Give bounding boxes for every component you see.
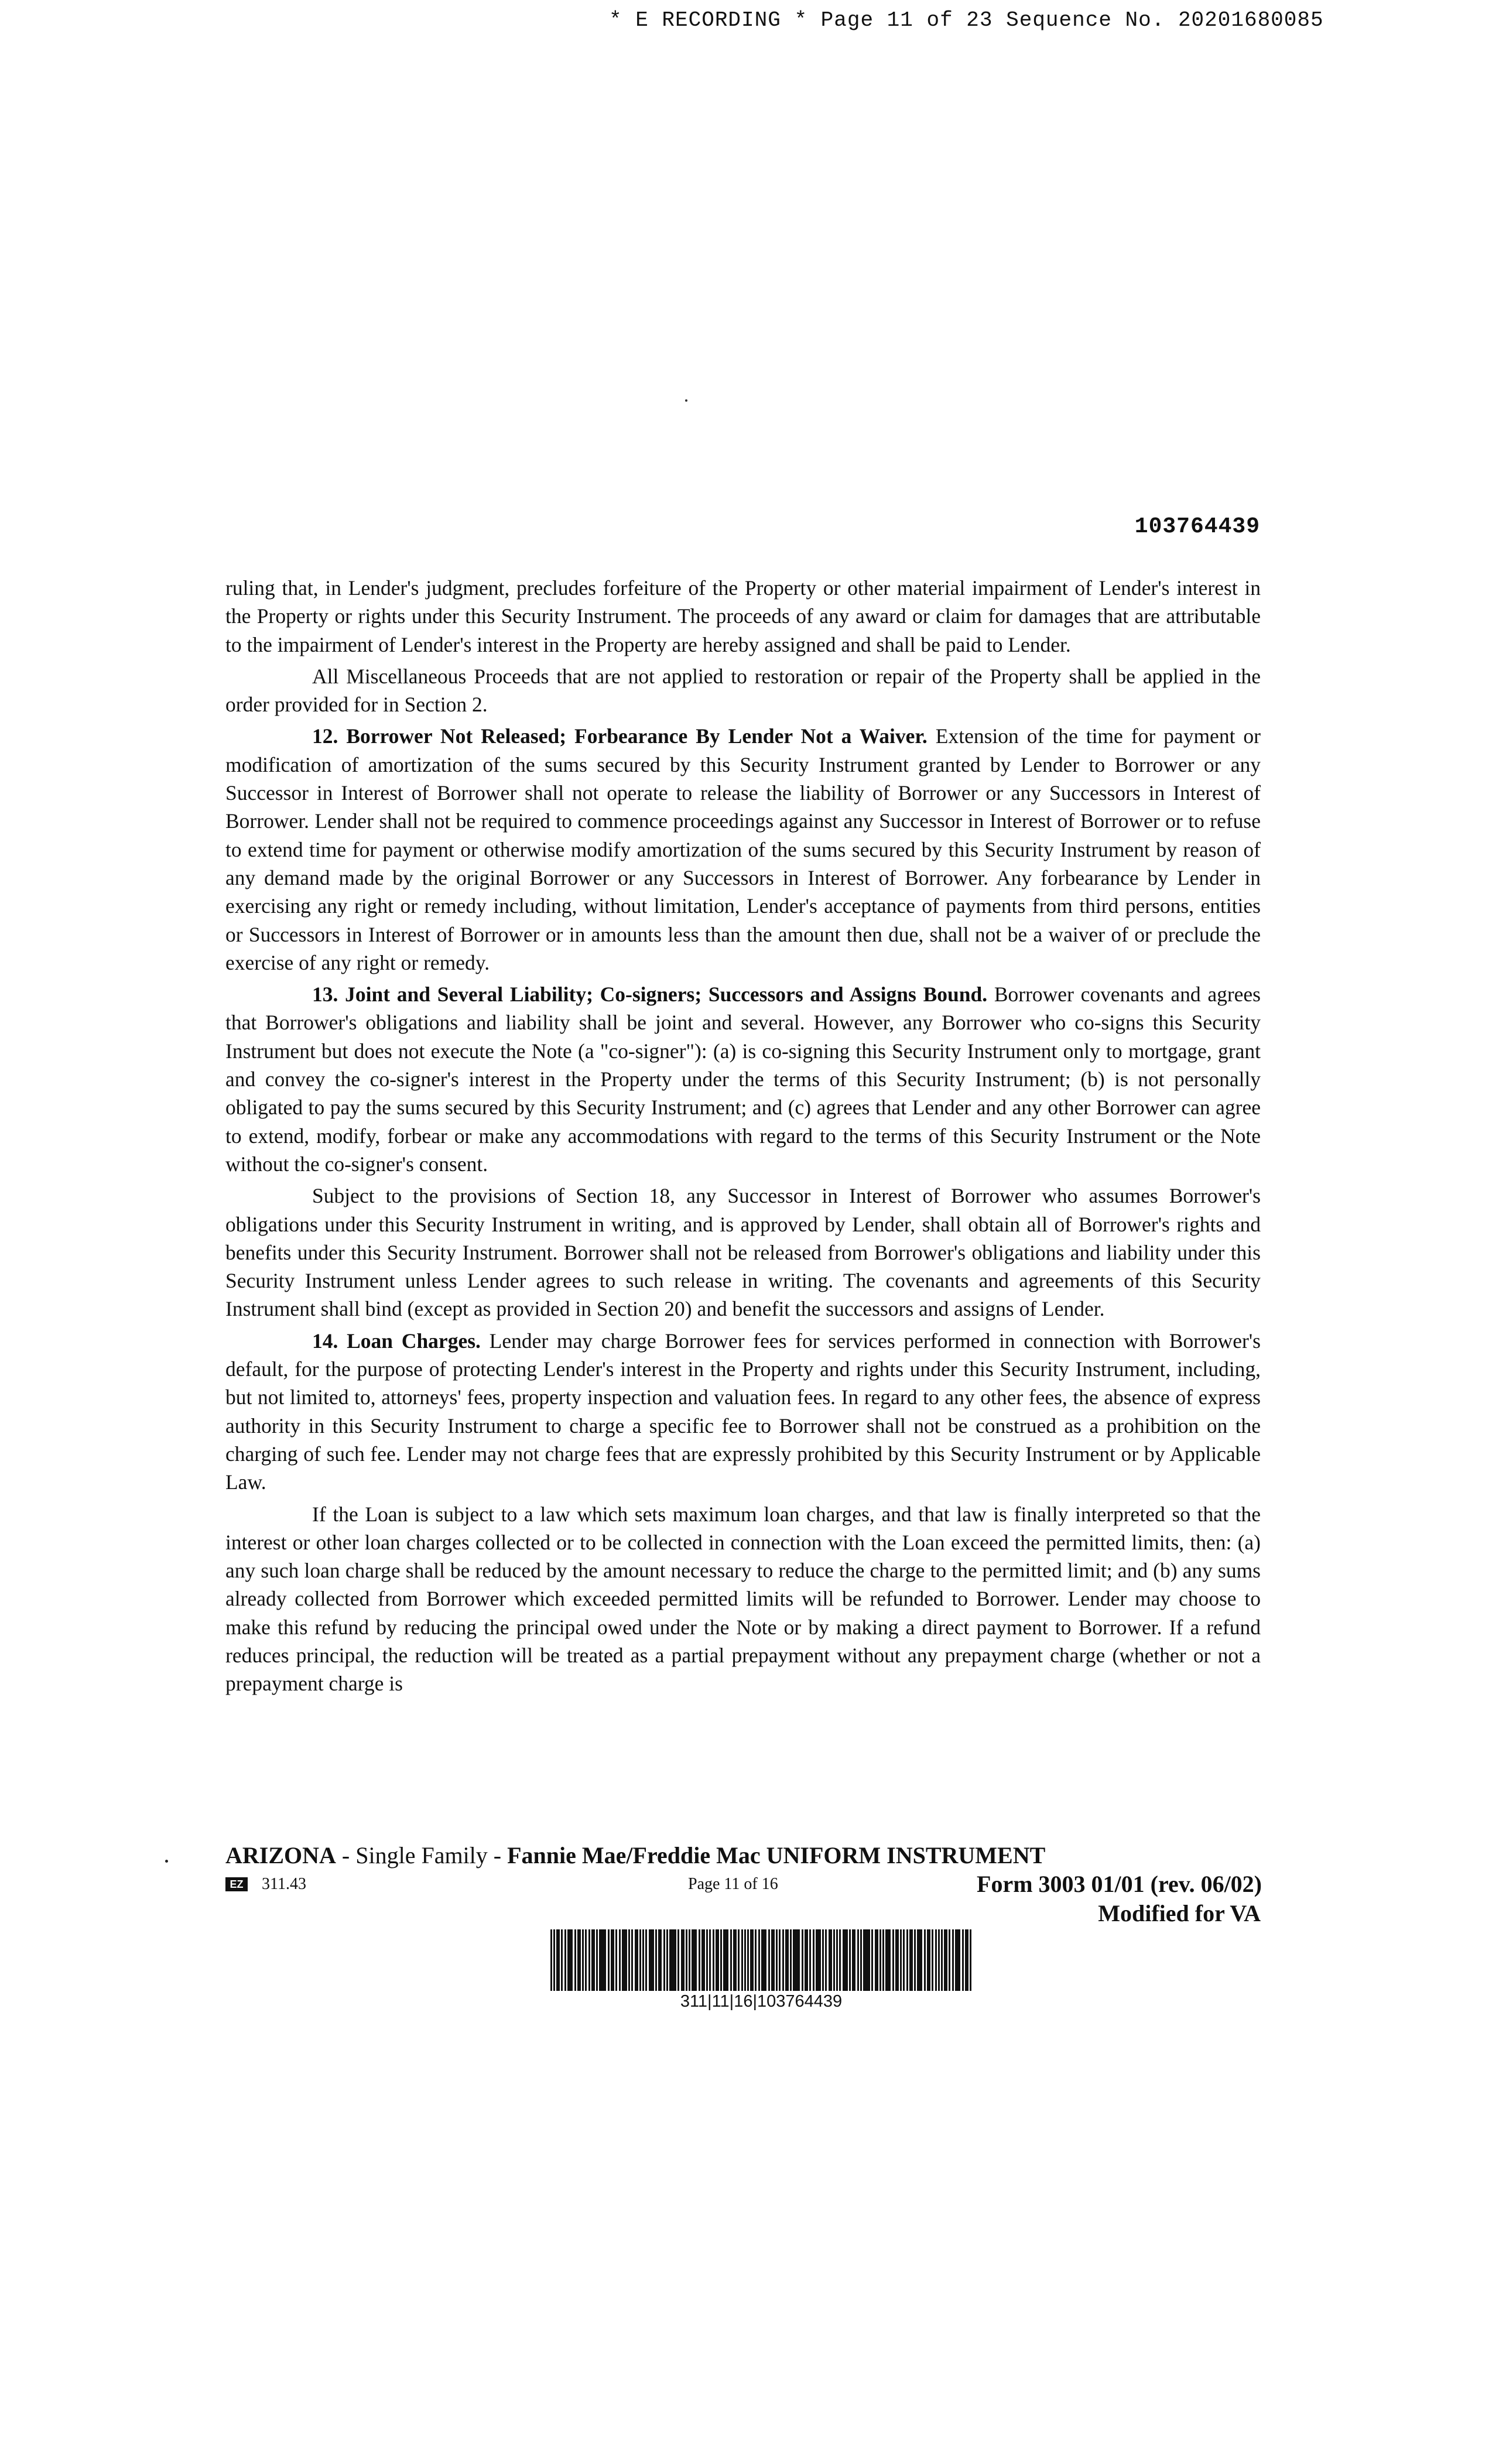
document-body <box>225 574 1261 1702</box>
paragraph-misc-proceeds: All Miscellaneous Proceeds that are not applied to restoration or repair of the Property shall be applied in the order provided for in Section 2. <box>225 664 1261 717</box>
form-title <box>225 1842 1045 1869</box>
ez-logo-icon: EZ <box>225 1877 248 1891</box>
barcode-number: 311|11|16|103764439 <box>680 1992 843 2011</box>
section-14-text: Lender may charge Borrower fees for services performed in connection with Borrower's default, for the purpose of protecting Lender's interest in the Property and rights under this Security Instrument, including, but not limited to, attorneys' fees, property inspection and valuation fees. In regard to any other fees, the absence of express authority in this Security Instrument to charge a specific fee to Borrower shall not be construed as a prohibition on the charging of such fee. Lender may not charge fees that are expressly prohibited by this Security Instrument or by Applicable Law. <box>225 1329 1261 1494</box>
section-13 <box>225 980 1261 1178</box>
loan-number: 103764439 <box>1134 514 1260 539</box>
section-13-text: Borrower covenants and agrees that Borrower's obligations and liability shall be joint and several. However, any Borrower who co-signs this Security Instrument but does not execute the Note (a "co-signer"): (a) is co-signing this Security Instrument only to mortgage, grant and convey the co-signer's interest in the Property under the terms of this Security Instrument; (b) is not personally obligated to pay the sums secured by this Security Instrument; and (c) agrees that Lender and any other Borrower can agree to extend, modify, forbear or make any accommodations with regard to the terms of this Security Instrument or the Note without the co-signer's consent. <box>225 983 1261 1176</box>
form-title-separator: - Single Family - <box>336 1842 508 1868</box>
state-name: ARIZONA <box>225 1842 336 1868</box>
section-14-heading: 14. Loan Charges. <box>312 1329 481 1353</box>
modified-note: Modified for VA <box>1098 1900 1261 1926</box>
form-number: Form 3003 01/01 (rev. 06/02) <box>977 1871 1262 1897</box>
form-code: 311.43 <box>262 1875 306 1893</box>
scan-speck <box>685 399 687 402</box>
instrument-name: Fannie Mae/Freddie Mac UNIFORM INSTRUMENT <box>507 1842 1046 1868</box>
paragraph-max-loan-charges: If the Loan is subject to a law which sets maximum loan charges, and that law is finally interpreted so that the interest or other loan charges collected or to be collected in connection with the Loan exceed the permitted limits, then: (a) any such loan charge shall be reduced by the amount necessary to reduce the charge to the permitted limit; and (b) any sums already collected from Borrower which exceeded permitted limits will be refunded to Borrower. Lender may choose to make this refund by reducing the principal owed under the Note or by making a direct payment to Borrower. If a refund reduces principal, the reduction will be treated as a partial prepayment without any prepayment charge (whether or not a prepayment charge is <box>225 1502 1261 1696</box>
recording-header: * E RECORDING * Page 11 of 23 Sequence No. 20201680085 <box>609 8 1324 32</box>
barcode-icon <box>550 1929 972 1991</box>
section-12 <box>225 722 1261 977</box>
form-info-row <box>225 1873 1262 1902</box>
section-14 <box>225 1327 1261 1497</box>
section-13-heading: 13. Joint and Several Liability; Co-signers; Successors and Assigns Bound. <box>312 983 988 1007</box>
section-12-text: Extension of the time for payment or modification of amortization of the sums secured by this Security Instrument granted by Lender to Borrower or any Successor in Interest of Borrower shall not operate to release the liability of Borrower or any Successors in Interest of Borrower. Lender shall not be required to commence proceedings against any Successor in Interest of Borrower or to refuse to extend time for payment or otherwise modify amortization of the sums secured by this Security Instrument by reason of any demand made by the original Borrower or any Successors in Interest of Borrower. Any forbearance by Lender in exercising any right or remedy including, without limitation, Lender's acceptance of payments from third persons, entities or Successors in Interest of Borrower or in amounts less than the amount then due, shall not be a waiver of or preclude the exercise of any right or remedy. <box>225 724 1261 974</box>
paragraph-continuation: ruling that, in Lender's judgment, precludes forfeiture of the Property or other material impairment of Lender's interest in the Property or rights under this Security Instrument. The proceeds of any award or claim for damages that are attributable to the impairment of Lender's interest in the Property are hereby assigned and shall be paid to Lender. <box>225 576 1261 656</box>
section-12-heading: 12. Borrower Not Released; Forbearance By Lender Not a Waiver. <box>312 724 928 748</box>
page-number: Page 11 of 16 <box>688 1875 778 1893</box>
scan-speck <box>165 1860 168 1863</box>
paragraph-successors: Subject to the provisions of Section 18, any Successor in Interest of Borrower who assumes Borrower's obligations under this Security Instrument in writing, and is approved by Lender, shall obtain all of Borrower's rights and benefits under this Security Instrument. Borrower shall not be released from Borrower's obligations and liability under this Security Instrument unless Lender agrees to such release in writing. The covenants and agreements of this Security Instrument shall bind (except as provided in Section 20) and benefit the successors and assigns of Lender. <box>225 1184 1261 1321</box>
